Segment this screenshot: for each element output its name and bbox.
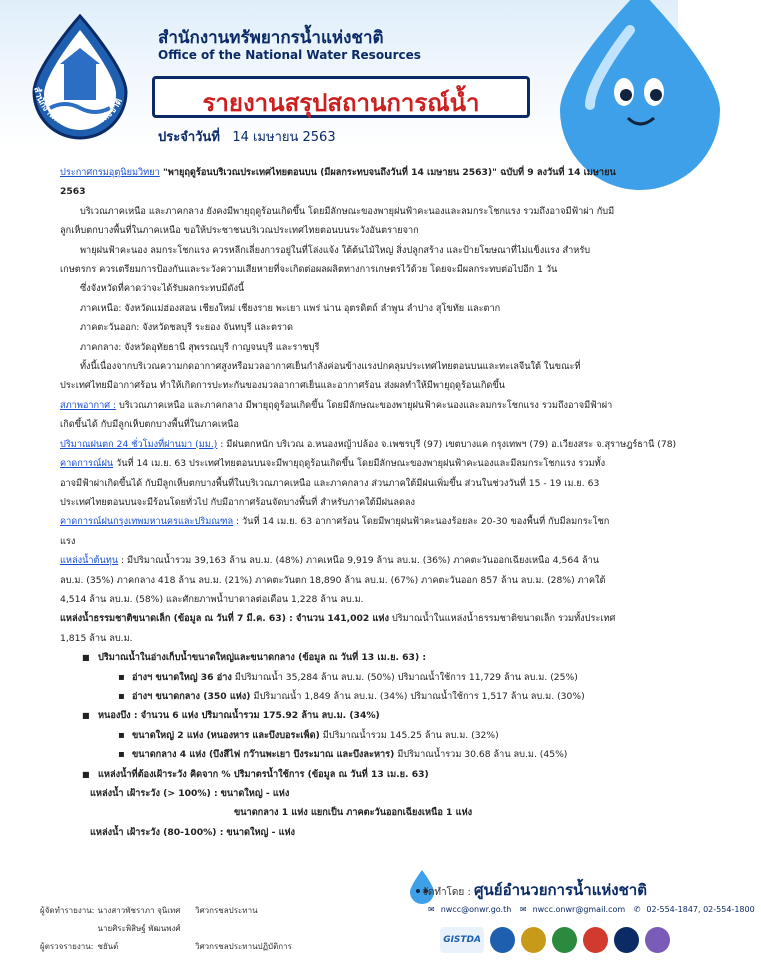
swamp-heading: ■ หนองบึง : จำนวน 6 แห่ง ปริมาณน้ำรวม 175.92 ล้าน ลบ.ม. (34%) (60, 706, 618, 725)
watch-mid (60, 823, 618, 842)
bkk-forecast-section (60, 512, 618, 551)
swamp-medium (60, 745, 618, 764)
reservoir-large-text: มีปริมาณน้ำ 35,284 ล้าน ลบ.ม. (50%) ปริมาณน้ำใช้การ 11,729 ล้าน ลบ.ม. (25%) (231, 671, 578, 683)
org-name-english: Office of the National Water Resources (158, 48, 421, 62)
phone-numbers: 02-554-1847, 02-554-1800 (646, 905, 755, 914)
reservoir-medium-text: มีปริมาณน้ำ 1,849 ล้าน ลบ.ม. (34%) ปริมาณน้ำใช้การ 1,517 ล้าน ลบ.ม. (30%) (250, 690, 585, 702)
weather-text: บริเวณภาคเหนือ และภาคกลาง มีพายุฤดูร้อนเกิดขึ้น โดยมีลักษณะของพายุฝนฟ้าคะนองและลมกระโชกแรง รวมถึงอาจมีฟ้าผ่า เกิดขึ้นได้ กับมีลูกเห็บตกบางพื้นที่ในภาคเหนือ (60, 399, 613, 431)
reservoir-large (60, 668, 618, 687)
weather-link[interactable]: สภาพอากาศ : (60, 399, 117, 411)
bkk-forecast-text: : วันที่ 14 เม.ย. 63 อากาศร้อน โดยมีพายุฝนฟ้าคะนองร้อยละ 20-30 ของพื้นที่ กับมีลมกระโชกแรง (60, 516, 610, 547)
watch-high-medium-row (60, 803, 618, 822)
surface-water-text: : มีปริมาณน้ำรวม 39,163 ล้าน ลบ.ม. (48%) ภาคเหนือ 9,919 ล้าน ลบ.ม. (36%) ภาคตะวันออกเฉียงเหนือ 4,564 ล้าน ลบ.ม. (35%) ภาคกลาง 418 ล้าน ลบ.ม. (21%) ภาคตะวันตก 18,890 ล้าน ลบ.ม. (67%) ภาคตะวันออก 857 ล้าน ลบ.ม. (28%) ภาคใต้ 4,514 ล้าน ลบ.ม. (58%) และศักยภาพน้ำบาดาลต่อเดือน 1,228 ล้าน ลบ.ม. (60, 555, 606, 605)
partner-logos (440, 924, 670, 956)
announcement-paragraph-1: บริเวณภาคเหนือ และภาคกลาง ยังคงมีพายุฤดูร้อนเกิดขึ้น โดยมีลักษณะของพายุฝนฟ้าคะนองและลมกระโชกแรง รวมถึงอาจมีฟ้าผ่า กับมีลูกเห็บตกบางพื้นที่ในภาคเหนือ ขอให้ประชาชนบริเวณประเทศไทยตอนบนระวังอันตรายจาก (60, 205, 615, 237)
email-icon: ✉ (428, 905, 435, 914)
weather-section (60, 396, 618, 435)
reporter-name: นางสาวพัชราภา จุนิเทศ (97, 906, 181, 915)
water-drop-mascot-icon (520, 0, 678, 150)
affected-east: ภาคตะวันออก: จังหวัดชลบุรี ระยอง จันทบุรี และตราด (80, 322, 294, 334)
checker-label: ผู้ตรวจรายงาน: (40, 942, 94, 951)
produced-by (422, 878, 647, 902)
phone-icon: ✆ (633, 905, 641, 914)
affected-central: ภาคกลาง: จังหวัดอุทัยธานี สุพรรณบุรี กาญจนบุรี และราชบุรี (80, 341, 320, 353)
date-value: 14 เมษายน 2563 (232, 130, 336, 145)
credit-name: ศูนย์อำนวยการน้ำแห่งชาติ (474, 881, 647, 899)
reporter-role: วิศวกรชลประทาน (195, 906, 258, 915)
announcement-headline: "พายุฤดูร้อนบริเวณประเทศไทยตอนบน (มีผลกระทบจนถึงวันที่ 14 เมษายน 2563)" (159, 167, 497, 178)
forecast-link[interactable]: คาดการณ์ฝน (60, 458, 114, 470)
rain-24h-text: : มีฝนตกหนัก บริเวณ อ.หนองหญ้าปล้อง จ.เพชรบุรี (97) เขตบางแค กรุงเทพฯ (79) อ.เวียงสระ จ.สุราษฎร์ธานี (78) (217, 438, 677, 450)
report-date (158, 126, 336, 147)
report-header (0, 0, 678, 150)
watch-high-label: แหล่งน้ำ เฝ้าระวัง (> 100%) : (90, 788, 218, 799)
onwr-logo (20, 12, 140, 140)
gistda-logo: GISTDA (440, 927, 484, 953)
forecast-section (60, 454, 618, 512)
announcement-heading (60, 163, 618, 202)
reservoir-medium-label: อ่างฯ ขนาดกลาง (350 แห่ง) (132, 690, 251, 702)
announcement-paragraph-2: พายุฝนฟ้าคะนอง ลมกระโชกแรง ควรหลีกเลี่ยงการอยู่ในที่โล่งแจ้ง ใต้ต้นไม้ใหญ่ สิ่งปลูกสร้าง และป้ายโฆษณาที่ไม่แข็งแรง สำหรับเกษตรกร ควรเตรียมการป้องกันและระวังความเสียหายที่จะเกิดต่อผลผลิตทางการเกษตรไว้ด้วย โดยจะมีผลกระทบต่อไปอีก 1 วัน (60, 244, 591, 276)
surface-water-link[interactable]: แหล่งน้ำต้นทุน (60, 555, 119, 567)
contact-info (428, 905, 761, 914)
date-label: ประจำวันที่ (158, 130, 220, 145)
report-credits (40, 902, 292, 956)
affected-north: ภาคเหนือ: จังหวัดแม่ฮ่องสอน เชียงใหม่ เชียงราย พะเยา แพร่ น่าน อุตรดิตถ์ ลำพูน ลำปาง สุโขทัย และตาก (80, 302, 501, 314)
reservoir-medium (60, 687, 618, 706)
watch-high-large: ขนาดใหญ่ - แห่ง (220, 788, 290, 799)
watch-mid-large: ขนาดใหญ่ - แห่ง (226, 826, 296, 838)
watch-high (60, 784, 618, 803)
bkk-forecast-link[interactable]: คาดการณ์ฝนกรุงเทพมหานครและปริมณฑล (60, 516, 234, 528)
report-body (60, 163, 677, 842)
reporter-row (40, 902, 292, 920)
reporter-label: ผู้จัดทำรายงาน: (40, 906, 95, 915)
reservoir-heading: ■ ปริมาณน้ำในอ่างเก็บน้ำขนาดใหญ่และขนาดกลาง (ข้อมูล ณ วันที่ 13 เม.ย. 63) : (60, 648, 618, 667)
announcement-issue: ฉบับที่ 9 ลงวันที่ 14 เมษายน 2563 (60, 167, 616, 198)
swamp-large-text: มีปริมาณน้ำรวม 145.25 ล้าน ลบ.ม. (32%) (319, 729, 499, 741)
agency-logo-icon (490, 927, 515, 953)
email-1[interactable]: nwcc@onwr.go.th (440, 905, 512, 914)
agency-logo-icon (645, 927, 670, 953)
swamp-medium-label: ขนาดกลาง 4 แห่ง (บึงสีไฟ กว๊านพะเยา บึงระมาณ และบึงละหาร) (132, 749, 395, 761)
watch-mid-label: แหล่งน้ำ เฝ้าระวัง (80-100%) : (90, 826, 224, 838)
title-box (152, 76, 530, 118)
affected-provinces-intro: ซึ่งจังหวัดที่คาดว่าจะได้รับผลกระทบมีดังนี้ (80, 283, 245, 295)
natural-water-label: แหล่งน้ำธรรมชาติขนาดเล็ก (ข้อมูล ณ วันที่ 7 มี.ค. 63) : จำนวน 141,002 แห่ง (60, 613, 389, 625)
reservoir-large-label: อ่างฯ ขนาดใหญ่ 36 อ่าง (132, 671, 232, 683)
natural-water-text: ปริมาณน้ำในแหล่งน้ำธรรมชาติขนาดเล็ก รวมทั้งประเทศ 1,815 ล้าน ลบ.ม. (60, 613, 616, 644)
credit-prefix: จัดทำโดย : (422, 887, 475, 898)
agency-logo-icon (614, 927, 639, 953)
swamp-medium-text: มีปริมาณน้ำรวม 30.68 ล้าน ลบ.ม. (45%) (394, 749, 568, 761)
report-title: รายงานสรุปสถานการณ์น้ำ (202, 89, 480, 117)
forecast-text: วันที่ 14 เม.ย. 63 ประเทศไทยตอนบนจะมีพายุฤดูร้อนเกิดขึ้น โดยมีลักษณะของพายุฝนฟ้าคะนองและมีลมกระโชกแรง รวมทั้งอาจมีฟ้าผ่าเกิดขึ้นได้ กับมีลูกเห็บตกบางพื้นที่ในบริเวณภาคเหนือ และภาคกลาง ส่วนภาคใต้มีฝนเพิ่มขึ้น ส่วนในช่วงวันที่ 15 - 19 เม.ย. 63 ประเทศไทยตอนบนจะมีร้อนโดยทั่วไป กับมีอากาศร้อนจัดบางพื้นที่ สำหรับภาคใต้มีฝนลดลง (60, 458, 606, 508)
agency-logo-icon (583, 927, 608, 953)
surface-water-section (60, 551, 618, 609)
email-2[interactable]: nwcc.onwr@gmail.com (532, 905, 626, 914)
watch-high-medium: ขนาดกลาง 1 แห่ง แยกเป็น ภาคตะวันออกเฉียงเหนือ 1 แห่ง (234, 807, 473, 819)
agency-logo-icon (521, 927, 546, 953)
rain-24h-section (60, 435, 677, 454)
watch-heading: ■ แหล่งน้ำที่ต้องเฝ้าระวัง คิดจาก % ปริมาตรน้ำใช้การ (ข้อมูล ณ วันที่ 13 เม.ย. 63) (60, 765, 618, 784)
checker-row (40, 920, 292, 956)
rain-24h-link[interactable]: ปริมาณฝนตก 24 ชั่วโมงที่ผ่านมา (มม.) (60, 438, 218, 450)
swamp-large (60, 726, 618, 745)
agency-logo-icon (552, 927, 577, 953)
swamp-large-label: ขนาดใหญ่ 2 แห่ง (หนองหาร และบึงบอระเพ็ด) (132, 729, 320, 741)
email-icon: ✉ (519, 905, 527, 914)
checker-name: นายศิระพิสิษฐ์ พัฒนพงศ์ชยันต์ (97, 924, 181, 951)
natural-water-section (60, 609, 618, 648)
org-name-thai: สำนักงานทรัพยากรน้ำแห่งชาติ (158, 28, 384, 48)
tmd-announcement-link[interactable]: ประกาศกรมอุตุนิยมวิทยา (60, 167, 160, 178)
checker-role: วิศวกรชลประทานปฏิบัติการ (195, 942, 292, 951)
logo-text: สำนักงานทรัพยากรน้ำแห่งชาติ (31, 86, 125, 132)
announcement-paragraph-4: ทั้งนี้เนื่องจากบริเวณความกดอากาศสูงหรือมวลอากาศเย็นกำลังค่อนข้างแรงปกคลุมประเทศไทยตอนบนและทะเลจีนใต้ ในขณะที่ประเทศไทยมีอากาศร้อน ทำให้เกิดการปะทะกันของมวลอากาศเย็นและอากาศร้อน ส่งผลทำให้มีพายุฤดูร้อนเกิดขึ้น (60, 361, 581, 392)
